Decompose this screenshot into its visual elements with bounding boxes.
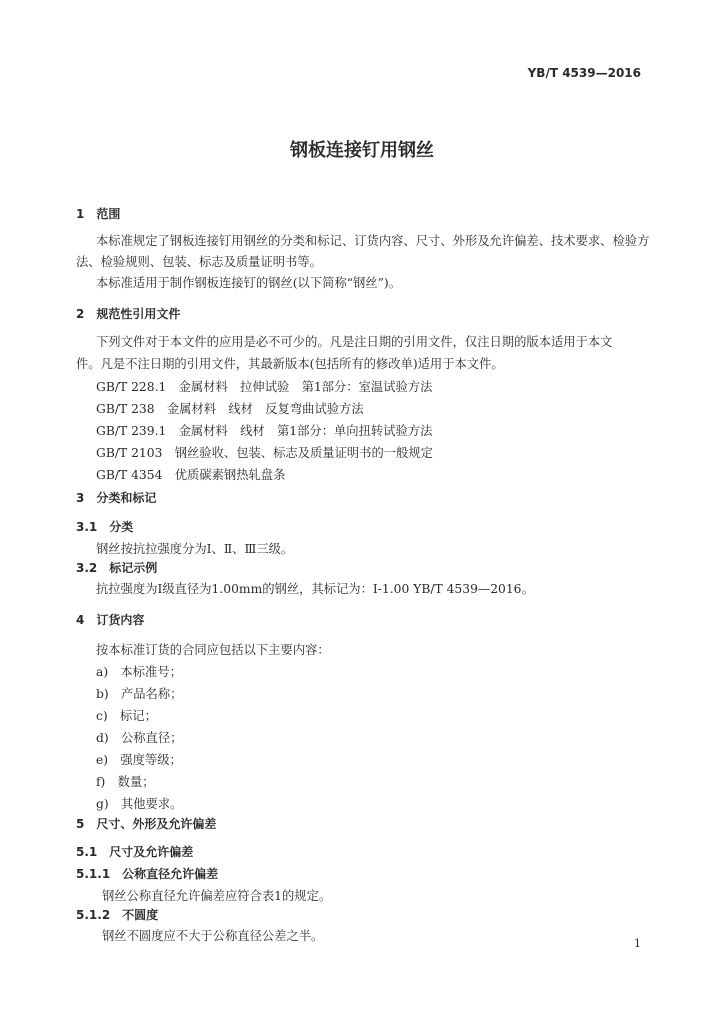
section-4-intro: 按本标准订货的合同应包括以下主要内容：: [96, 643, 330, 657]
reference-item: GB/T 238 金属材料 线材 反复弯曲试验方法: [96, 402, 364, 416]
section-2-para-line-1: 下列文件对于本文件的应用是必不可少的。凡是注日期的引用文件，仅注日期的版本适用于本文: [96, 335, 613, 349]
section-4-heading: 4 订货内容: [76, 613, 145, 627]
section-1-para-1-line-2: 法、检验规则、包装、标志及质量证明书等。: [76, 255, 322, 269]
section-1-para-1-line-1: 本标准规定了钢板连接钉用钢丝的分类和标记、订货内容、尺寸、外形及允许偏差、技术要求、检验方: [96, 234, 650, 248]
page-number: 1: [634, 937, 641, 950]
section-1-para-2: 本标准适用于制作钢板连接钉的钢丝(以下简称“钢丝”)。: [96, 276, 401, 290]
section-5-1-1-text: 钢丝公称直径允许偏差应符合表1的规定。: [102, 889, 332, 903]
section-5-1-heading: 5.1 尺寸及允许偏差: [76, 845, 194, 859]
section-2-heading: 2 规范性引用文件: [76, 307, 181, 321]
section-3-2-heading: 3.2 标记示例: [76, 561, 158, 575]
section-5-1-1-heading: 5.1.1 公称直径允许偏差: [76, 867, 219, 881]
reference-item: GB/T 239.1 金属材料 线材 第1部分：单向扭转试验方法: [96, 424, 433, 438]
section-3-1-text: 钢丝按抗拉强度分为Ⅰ、Ⅱ、Ⅲ三级。: [96, 542, 294, 556]
standard-code: YB/T 4539—2016: [527, 66, 641, 80]
list-item: c) 标记；: [96, 709, 157, 723]
section-3-2-text: 抗拉强度为Ⅰ级直径为1.00mm的钢丝，其标记为：Ⅰ-1.00 YB/T 4539—2016。: [96, 582, 534, 596]
document-title: 钢板连接钉用钢丝: [290, 140, 434, 161]
section-1-heading: 1 范围: [76, 207, 121, 221]
list-item: d) 公称直径；: [96, 731, 183, 745]
reference-item: GB/T 2103 钢丝验收、包装、标志及质量证明书的一般规定: [96, 446, 433, 460]
list-item: a) 本标准号；: [96, 665, 182, 679]
list-item: f) 数量；: [96, 775, 155, 789]
section-5-1-2-heading: 5.1.2 不圆度: [76, 908, 159, 922]
section-5-1-2-text: 钢丝不圆度应不大于公称直径公差之半。: [102, 929, 324, 943]
list-item: e) 强度等级；: [96, 753, 182, 767]
section-5-heading: 5 尺寸、外形及允许偏差: [76, 817, 217, 831]
reference-item: GB/T 4354 优质碳素钢热轧盘条: [96, 468, 286, 482]
section-2-para-line-2: 件。凡是不注日期的引用文件，其最新版本(包括所有的修改单)适用于本文件。: [76, 357, 504, 371]
list-item: b) 产品名称；: [96, 687, 183, 701]
section-3-heading: 3 分类和标记: [76, 491, 157, 505]
reference-item: GB/T 228.1 金属材料 拉伸试验 第1部分：室温试验方法: [96, 380, 433, 394]
list-item: g) 其他要求。: [96, 797, 183, 811]
section-3-1-heading: 3.1 分类: [76, 520, 134, 534]
